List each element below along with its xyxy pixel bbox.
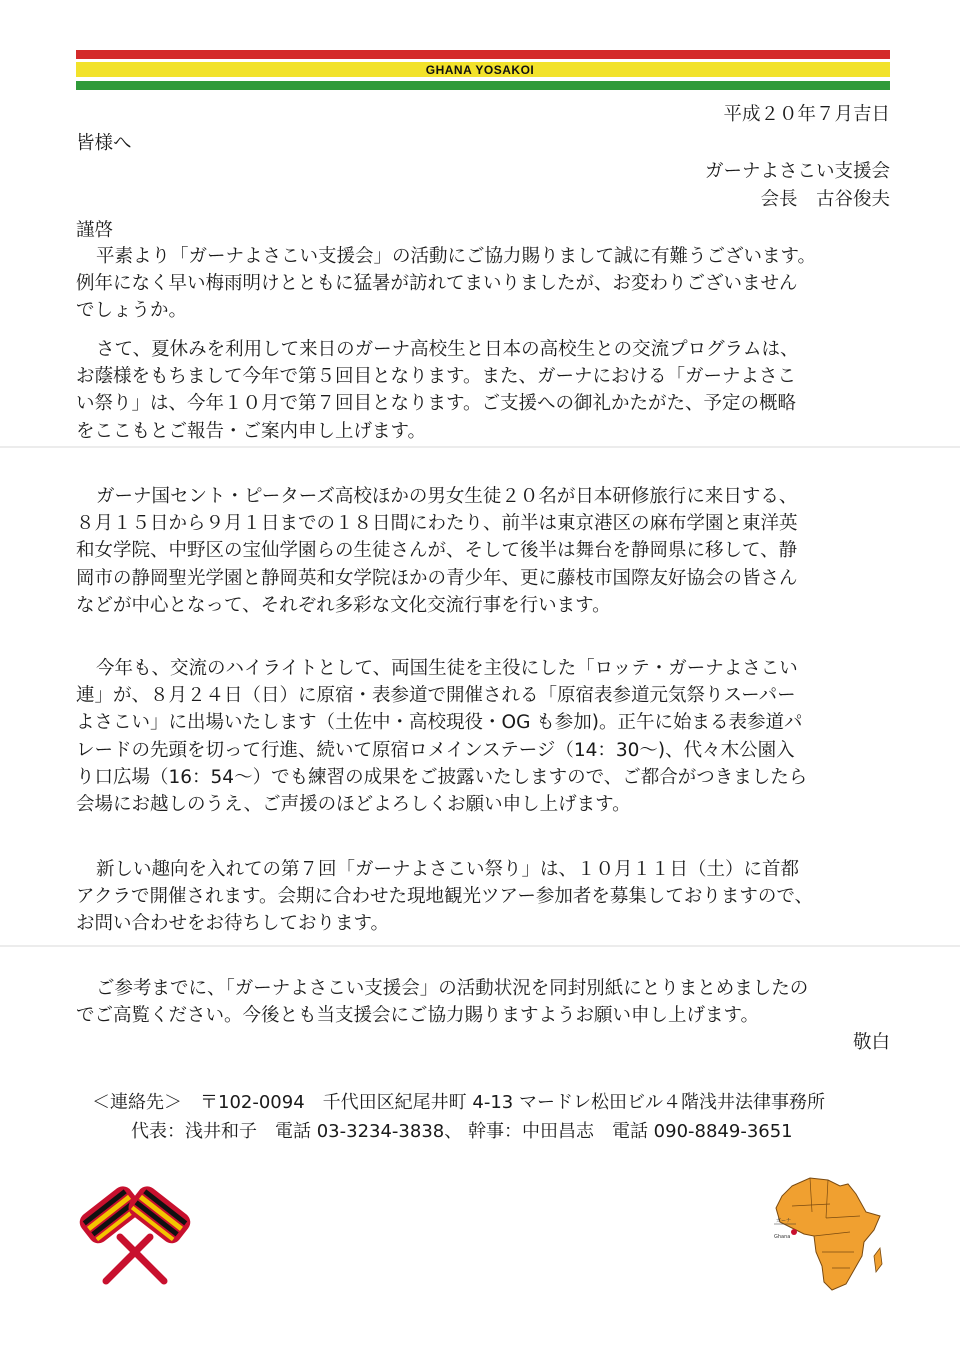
paragraph-line: さて、夏休みを利用して来日のガーナ高校生と日本の高校生との交流プログラムは、 [96, 339, 799, 360]
paragraph-reference [76, 975, 896, 1029]
paragraph-festival [76, 856, 896, 938]
sender-name: 会長 古谷俊夫 [760, 189, 890, 210]
map-label-ja: ガーナ [776, 1218, 792, 1224]
paper-fold-line [0, 446, 960, 448]
paragraph-line: 和女学院、中野区の宝仙学園らの生徒さんが、そして後半は舞台を静岡県に移して、静 [76, 540, 798, 562]
paragraph-line: よさこい」に出場いたします（土佐中・高校現役・OG も参加)。正午に始まる表参道パ [76, 712, 803, 734]
paper-fold-line [0, 945, 960, 947]
paragraph-program [76, 336, 896, 445]
africa-map [770, 1172, 888, 1296]
flag-band-red [76, 50, 890, 59]
contact-line-phones: 代表：浅井和子 電話 03-3234-3838、 幹事：中田昌志 電話 090-8849-3651 [131, 1121, 793, 1142]
crossed-fans-emblem [72, 1185, 198, 1285]
letter-date: 平成２０年７月吉日 [723, 104, 890, 125]
flag-band-green [76, 81, 890, 90]
paragraph-line: 今年も、交流のハイライトとして、両国生徒を主役にした「ロッテ・ガーナよさこい [96, 658, 798, 679]
paragraph-line: ガーナ国セント・ピーターズ高校ほかの男女生徒２０名が日本研修旅行に来日する、 [96, 486, 798, 507]
paragraph-line: お問い合わせをお待ちしております。 [76, 913, 390, 935]
paragraph-line: をここもとご報告・ご案内申し上げます。 [76, 420, 427, 442]
paragraph-line: 連」が、８月２４日（日）に原宿・表参道で開催される「原宿表参道元気祭りスーパー [76, 685, 796, 707]
paragraph-line: でご高覧ください。今後とも当支援会にご協力賜りますようお願い申し上げます。 [76, 1005, 760, 1027]
paragraph-line: い祭り」は、今年１０月で第７回目となります。ご支援への御礼かたがた、予定の概略 [76, 393, 797, 415]
paragraph-greeting [76, 243, 896, 325]
closing: 敬白 [852, 1032, 890, 1053]
paragraph-line: り口広場（16：54～）でも練習の成果をご披露いたしますので、ご都合がつきましたら [76, 766, 808, 788]
paragraph-line: 会場にお越しのうえ、ご声援のほどよろしくお願い申し上げます。 [76, 794, 631, 816]
paragraph-highlight [76, 655, 896, 818]
salutation: 謹啓 [76, 220, 114, 241]
paragraph-line: ご参考までに、「ガーナよさこい支援会」の活動状況を同封別紙にとりまとめましたの [96, 978, 809, 999]
paragraph-line: ８月１５日から９月１日までの１８日間にわたり、前半は東京港区の麻布学園と東洋英 [76, 513, 798, 535]
paragraph-line: お蔭様をもちまして今年で第５回目となります。また、ガーナにおける「ガーナよさこ [76, 366, 797, 388]
paragraph-line: 平素より「ガーナよさこい支援会」の活動にご協力賜りまして誠に有難うございます。 [96, 246, 817, 267]
paragraph-visit [76, 483, 896, 619]
paragraph-line: 新しい趣向を入れての第７回「ガーナよさこい祭り」は、１０月１１日（土）に首都 [96, 859, 800, 880]
paragraph-line: 例年になく早い梅雨明けとともに猛暑が訪れてまいりましたが、お変わりございません [76, 273, 798, 295]
addressee: 皆様へ [76, 133, 132, 154]
paragraph-line: レードの先頭を切って行進、続いて原宿ロメインステージ（14：30～)、代々木公園入 [76, 739, 795, 761]
paragraph-line: 岡市の静岡聖光学園と静岡英和女学院ほかの青少年、更に藤枝市国際友好協会の皆さん [76, 567, 798, 589]
sender-organization: ガーナよさこい支援会 [704, 161, 890, 182]
paragraph-line: などが中心となって、それぞれ多彩な文化交流行事を行います。 [76, 594, 611, 616]
map-label-en: Ghana [774, 1234, 791, 1240]
band-title: GHANA YOSAKOI [425, 63, 535, 77]
crossed-fans-icon [72, 1185, 198, 1285]
contact-line-address: ＜連絡先＞ 〒102-0094 千代田区紀尾井町 4-13 マードレ松田ビル４階浅井法律事務所 [92, 1092, 825, 1113]
paragraph-line: アクラで開催されます。会期に合わせた現地観光ツアー参加者を募集しておりますので、 [76, 886, 814, 908]
paragraph-line: でしょうか。 [76, 300, 188, 322]
africa-map-icon [770, 1172, 888, 1296]
